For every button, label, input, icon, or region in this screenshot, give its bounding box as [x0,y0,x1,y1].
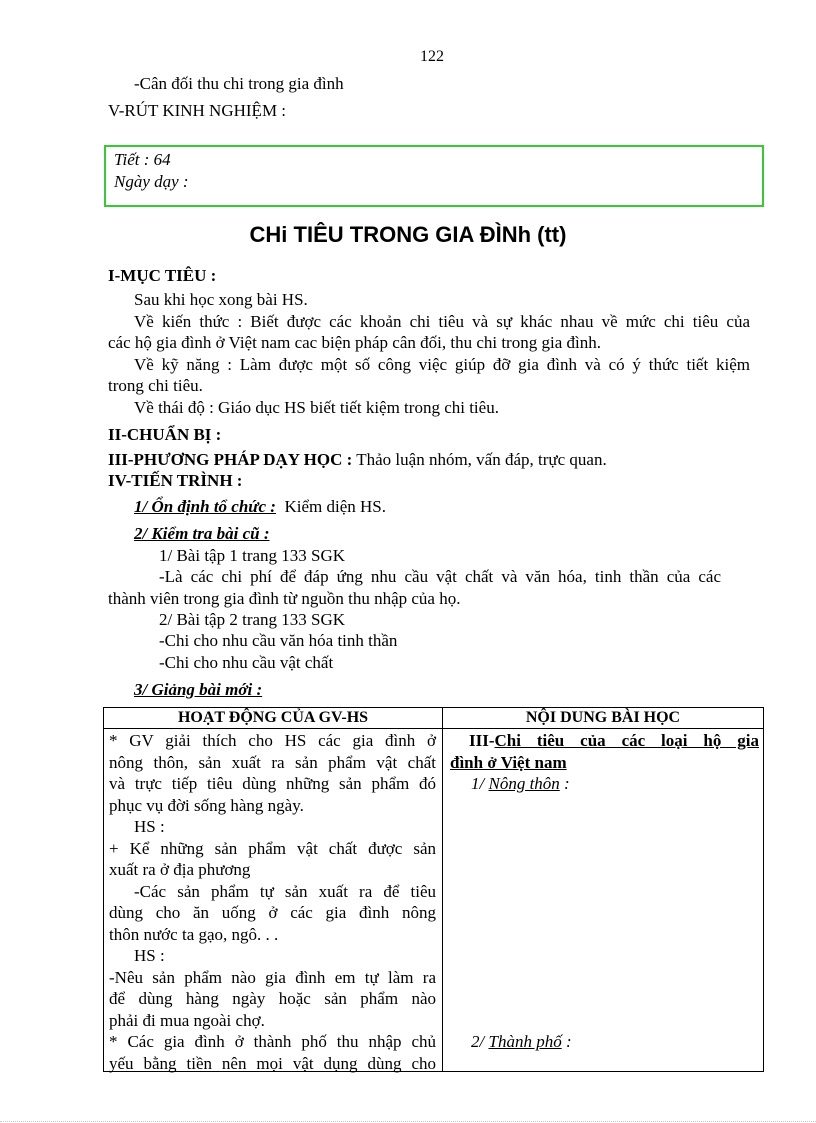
step-1-text: Kiểm diện HS. [284,497,386,516]
page-number: 122 [420,48,444,65]
content-heading-text: Chi tiêu của các loại hộ gia [494,731,759,750]
muc-tieu-line: Về kỹ năng : Làm được một số công việc giúp đỡ gia đình và có ý thức tiết kiệm [134,355,750,374]
lesson-table [103,707,764,1072]
activity-line: * GV giải thích cho HS các gia đình ở [109,731,436,750]
step-2-line: -Chi cho nhu cầu vật chất [159,653,334,672]
phuong-phap-text: Thảo luận nhóm, vấn đáp, trực quan. [352,450,607,469]
step-1 [134,497,386,517]
section-phuong-phap [108,450,607,470]
activity-line: dùng cho ăn uống ở các gia đình nông [109,903,436,922]
activity-line: HS : [134,946,165,965]
intro-line-1: -Cân đối thu chi trong gia đình [134,74,344,93]
lesson-info-box [104,145,764,207]
page-bottom-divider [0,1121,816,1122]
activities-cell [104,729,443,1072]
page-title: CHi TIÊU TRONG GIA ĐÌNh (tt) [249,222,567,247]
muc-tieu-line: Sau khi học xong bài HS. [134,290,308,309]
section-tien-trinh-heading: IV-TIẾN TRÌNH : [108,471,243,490]
step-2-line: 2/ Bài tập 2 trang 133 SGK [159,610,346,629]
activity-line: để dùng hàng ngày hoặc sản phẩm nào [109,989,436,1008]
muc-tieu-line: Về thái độ : Giáo dục HS biết tiết kiệm trong chi tiêu. [134,398,499,417]
content-heading-prefix: III- [469,731,495,750]
content-cell [443,729,764,1072]
activity-line: -Nêu sản phẩm nào gia đình em tự làm ra [109,968,436,987]
step-2-label: 2/ Kiểm tra bài cũ : [134,524,270,543]
section-muc-tieu-heading: I-MỤC TIÊU : [108,266,217,285]
activity-line: thôn nước ta gạo, ngô. . . [109,925,279,944]
muc-tieu-line: Về kiến thức : Biết được các khoản chi tiêu và sự khác nhau về mức chi tiêu của [134,312,750,331]
muc-tieu-line: trong chi tiêu. [108,376,203,395]
content-heading-line1 [469,731,759,751]
intro-line-2: V-RÚT KINH NGHIỆM : [108,101,287,120]
step-3-label: 3/ Giảng bài mới : [134,680,263,699]
activity-line: + Kể những sản phẩm vật chất được sản [109,839,436,858]
step-1-label: 1/ Ổn định tổ chức : [134,497,276,516]
table-header-content: NỘI DUNG BÀI HỌC [443,708,764,729]
phuong-phap-heading: III-PHƯƠNG PHÁP DẠY HỌC : [108,450,353,469]
activity-line: xuất ra ở địa phương [109,860,251,879]
step-2-line: -Là các chi phí để đáp ứng nhu cầu vật chất và văn hóa, tinh thần của các [159,567,721,586]
step-2-line: 1/ Bài tập 1 trang 133 SGK [159,546,346,565]
activity-line: và trực tiếp tiêu dùng những sản phẩm đó [109,774,436,793]
activity-line: phục vụ đời sống hàng ngày. [109,796,304,815]
muc-tieu-line: các hộ gia đình ở Việt nam cac biện pháp cân đối, thu chi trong gia đình. [108,333,601,352]
tiet-label: Tiết : 64 [114,150,171,169]
activity-line: nông thôn, sản xuất ra sản phẩm vật chất [109,753,436,772]
activity-line: HS : [134,817,165,836]
ngay-day-label: Ngày dạy : [114,172,189,191]
nong-thon-label: 1/ Nông thôn : [471,774,570,793]
table-header-activities: HOẠT ĐỘNG CỦA GV-HS [104,708,443,729]
content-nong-thon [471,774,570,794]
activity-line: -Các sản phẩm tự sản xuất ra để tiêu [134,882,436,901]
step-2-line: thành viên trong gia đình từ nguồn thu nhập của họ. [108,589,461,608]
step-2-line: -Chi cho nhu cầu văn hóa tinh thần [159,631,398,650]
activity-line: yếu bằng tiền nên mọi vật dụng dùng cho [109,1054,436,1073]
activity-line: * Các gia đình ở thành phố thu nhập chủ [109,1032,436,1051]
content-thanh-pho: 2/ Thành phố : [471,1032,572,1051]
section-chuan-bi-heading: II-CHUẨN BỊ : [108,425,222,444]
activity-line: phải đi mua ngoài chợ. [109,1011,265,1030]
content-heading-line2: đình ở Việt nam [450,753,567,772]
